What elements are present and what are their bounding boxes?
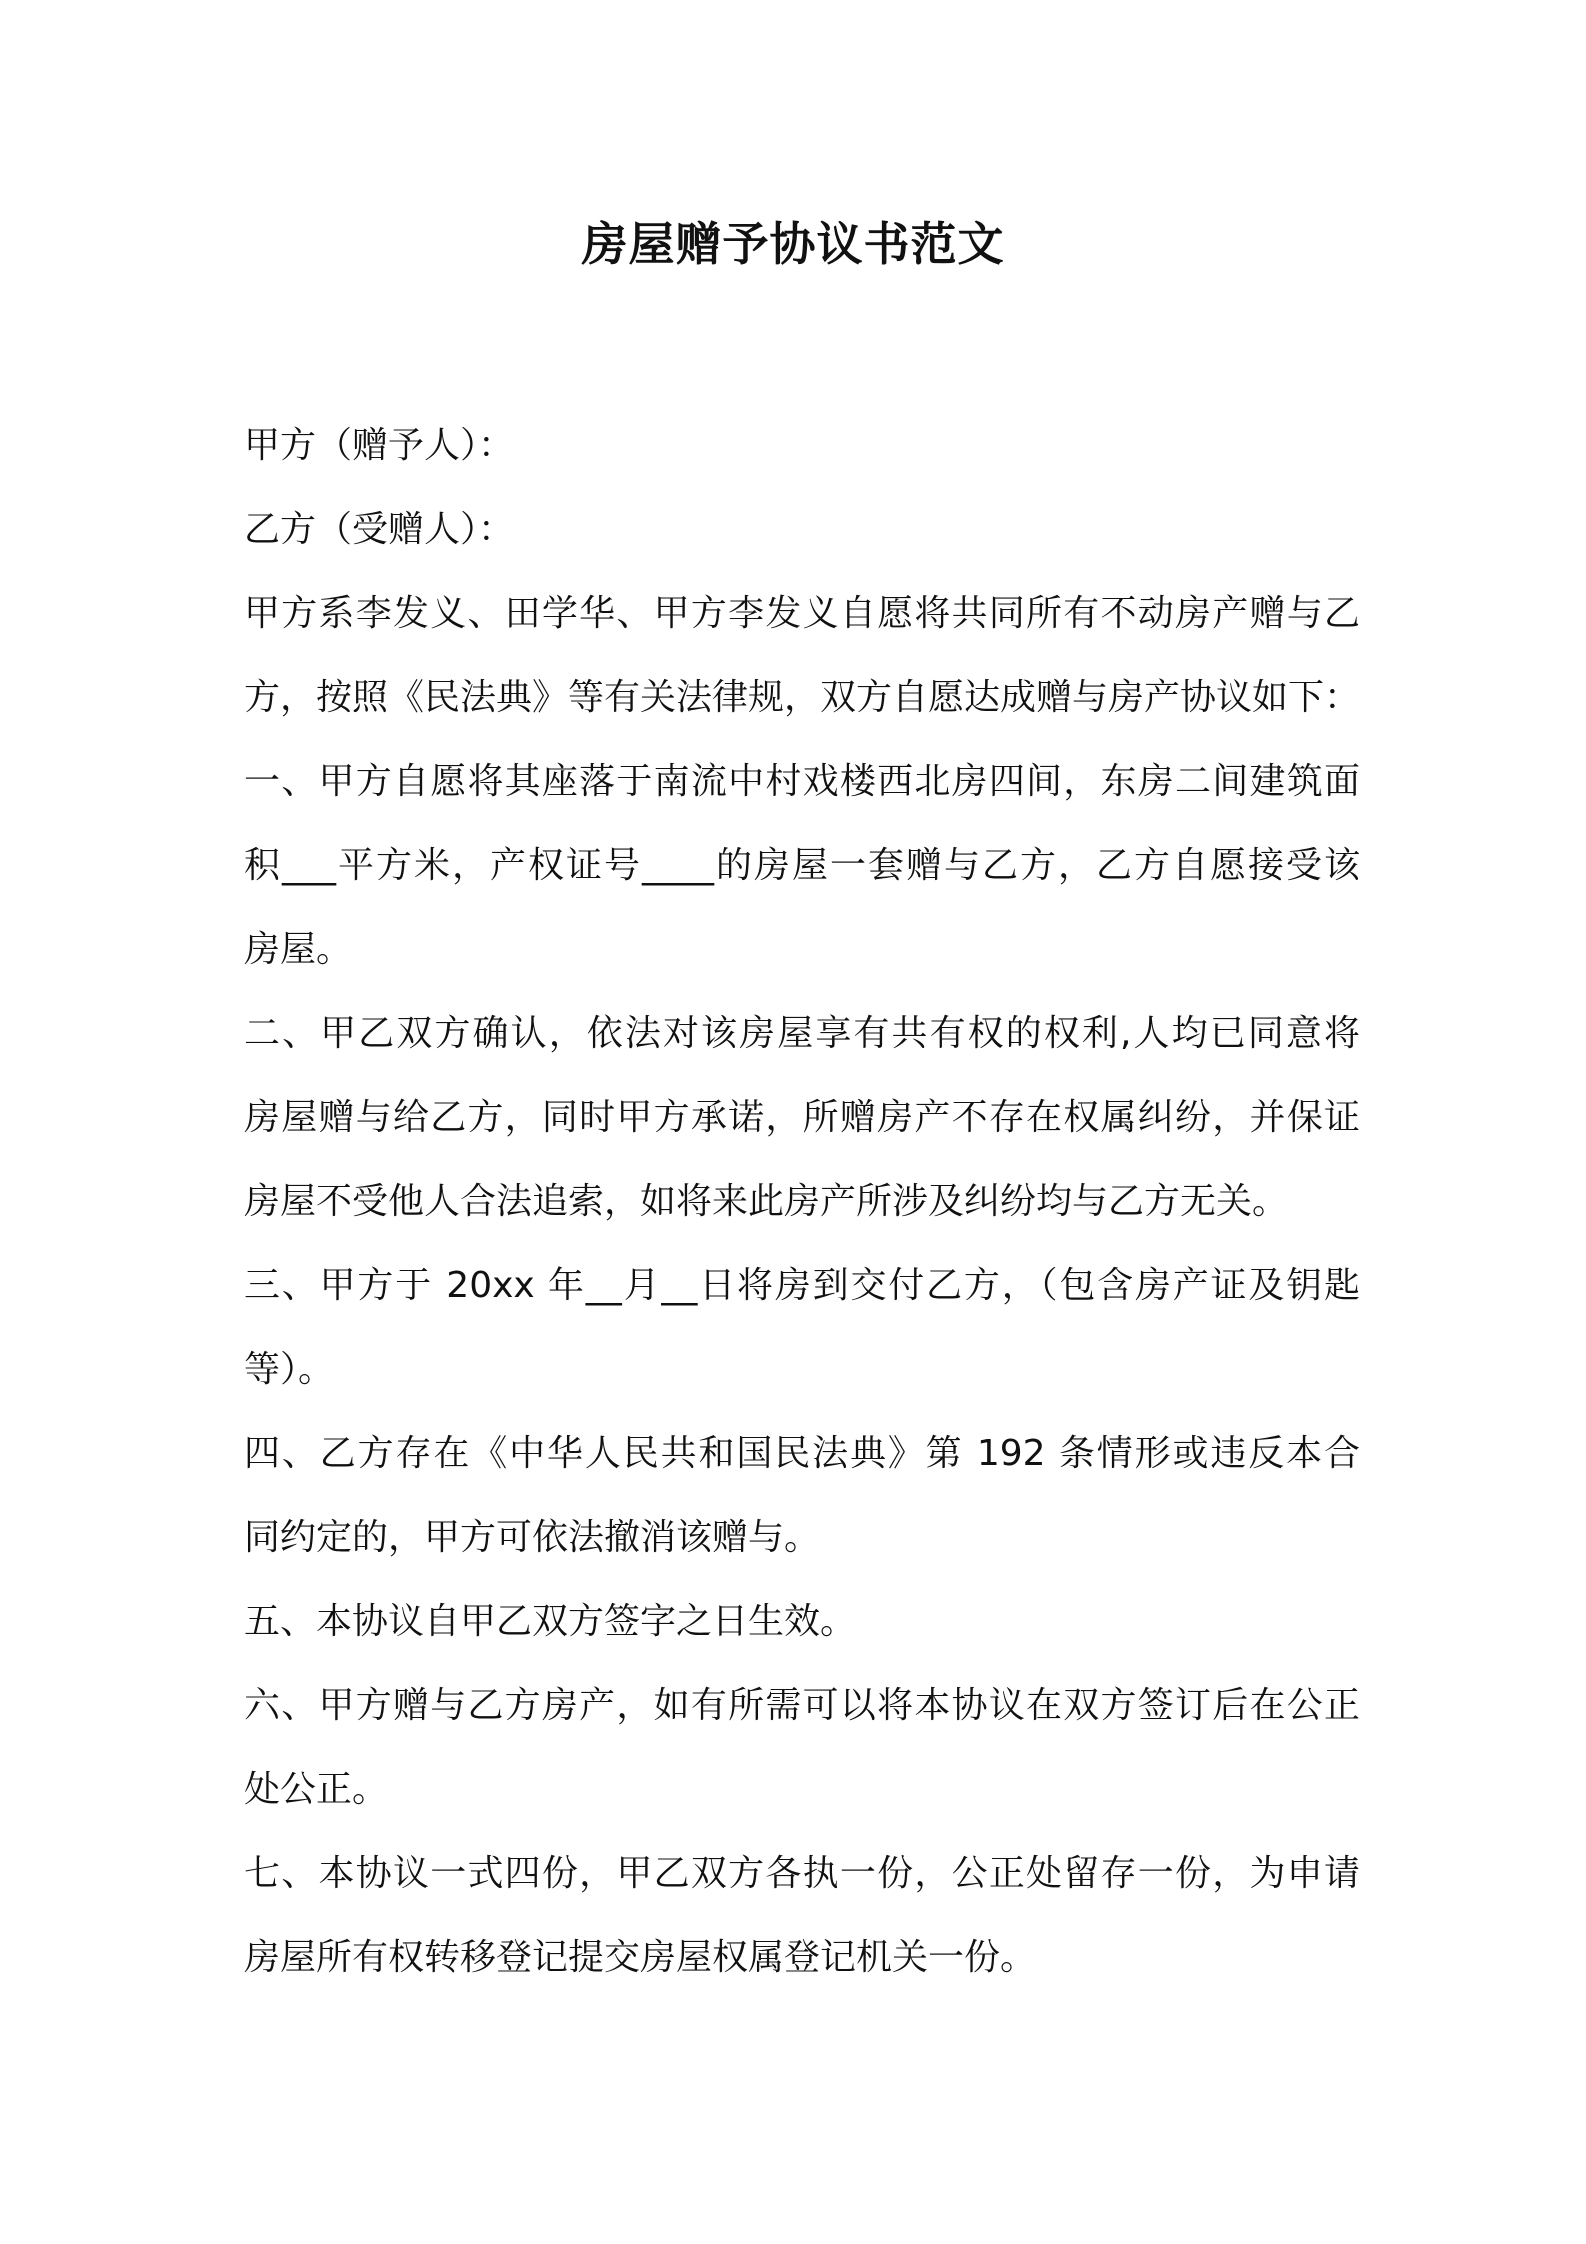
document-line: 房屋赠与给乙方，同时甲方承诺，所赠房产不存在权属纠纷，并保证: [244, 1097, 1360, 1138]
document-line: 二、甲乙双方确认，依法对该房屋享有共有权的权利,人均已同意将: [244, 1013, 1360, 1054]
document-line: 房屋所有权转移登记提交房屋权属登记机关一份。: [244, 1937, 1037, 1978]
document-line: 等）。: [244, 1349, 335, 1390]
document-line: 方，按照《民法典》等有关法律规，双方自愿达成赠与房产协议如下：: [244, 677, 1360, 718]
document-line: 房屋不受他人合法追索，如将来此房产所涉及纠纷均与乙方无关。: [244, 1181, 1289, 1222]
document-line: 六、甲方赠与乙方房产，如有所需可以将本协议在双方签订后在公正: [244, 1685, 1360, 1726]
document-line: 处公正。: [244, 1769, 389, 1810]
document-title: 房屋赠予协议书范文: [581, 217, 1005, 271]
document-line: 同约定的，甲方可依法撤消该赠与。: [244, 1517, 821, 1558]
document-line: 积___平方米，产权证号____的房屋一套赠与乙方，乙方自愿接受该: [244, 845, 1360, 886]
document-line: 甲方系李发义、田学华、甲方李发义自愿将共同所有不动房产赠与乙: [244, 593, 1360, 634]
document-line: 四、乙方存在《中华人民共和国民法典》第 192 条情形或违反本合: [244, 1433, 1360, 1474]
document-line: 一、甲方自愿将其座落于南流中村戏楼西北房四间，东房二间建筑面: [244, 761, 1360, 802]
document-line: 三、甲方于 20xx 年__月__日将房到交付乙方，（包含房产证及钥匙: [244, 1265, 1360, 1306]
document-line: 五、本协议自甲乙双方签字之日生效。: [244, 1601, 857, 1642]
document-line: 甲方（赠予人）：: [244, 425, 515, 466]
document-line: 七、本协议一式四份，甲乙双方各执一份，公正处留存一份，为申请: [244, 1853, 1360, 1894]
document-line: 乙方（受赠人）：: [244, 509, 515, 550]
document-body: [244, 404, 1360, 2000]
document-line: 房屋。: [244, 929, 353, 970]
